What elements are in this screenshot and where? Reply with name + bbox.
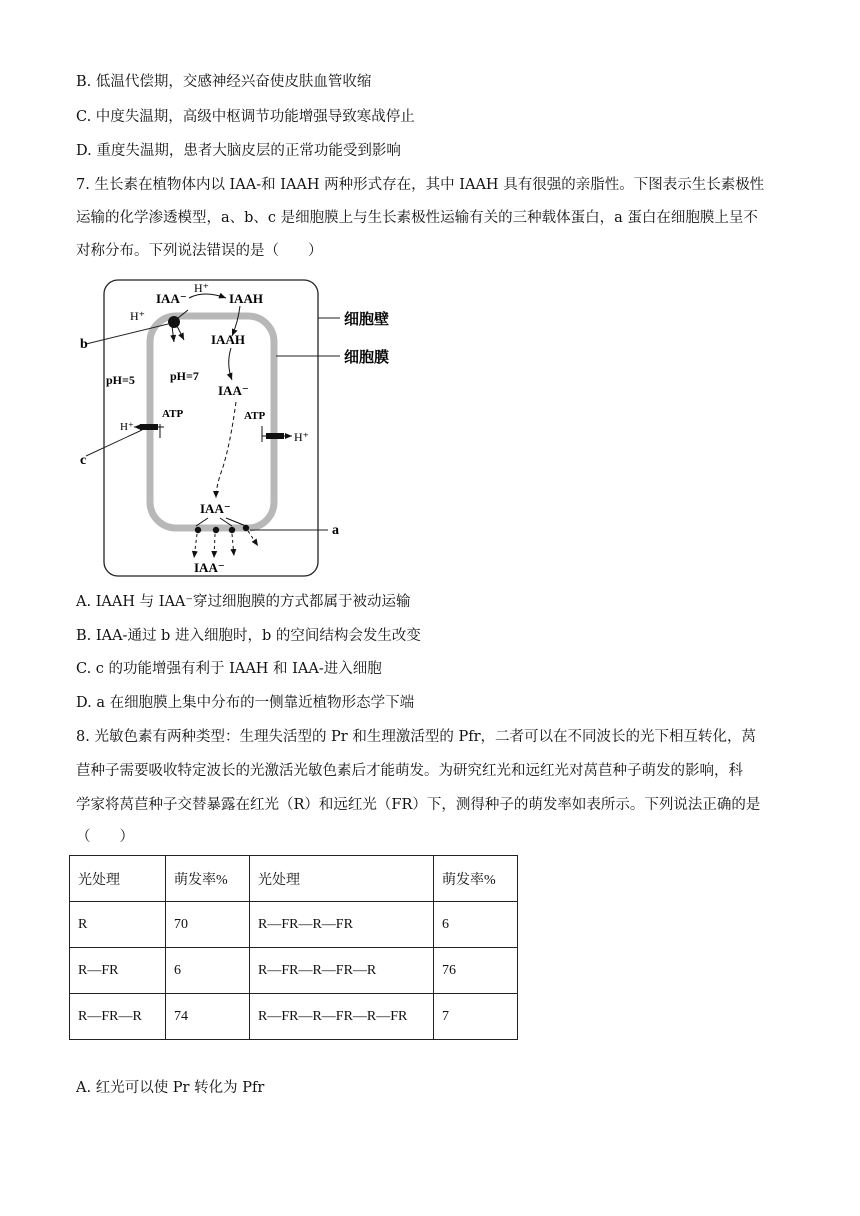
q7-stem-line-1: 7. 生长素在植物体内以 IAA-和 IAAH 两种形式存在，其中 IAAH 具有很强的亲脂性。下图表示生长素极性 <box>76 177 765 193</box>
table-cell: R—FR—R—FR—R—FR <box>250 994 434 1040</box>
q7-option-b: B. IAA-通过 b 进入细胞时，b 的空间结构会发生改变 <box>76 628 421 644</box>
carrier-a-2 <box>213 527 219 533</box>
atp-left: ATP <box>162 408 184 420</box>
carrier-a-1 <box>195 527 201 533</box>
iaah-inside: IAAH <box>211 332 245 347</box>
q8-option-a: A. 红光可以使 Pr 转化为 Pfr <box>76 1080 265 1096</box>
table-cell: R <box>70 902 166 948</box>
q8-stem-line-4: （ ） <box>76 829 134 845</box>
h-plus-c: H⁺ <box>120 421 134 433</box>
atp-right: ATP <box>244 410 266 422</box>
auxin-transport-diagram <box>76 276 416 584</box>
table-cell: R—FR—R—FR—R <box>250 948 434 994</box>
ph-inside: pH=7 <box>170 369 199 383</box>
h-plus-top: H⁺ <box>194 281 209 295</box>
label-a: a <box>332 523 339 538</box>
header-cell: 光处理 <box>70 856 166 902</box>
ph-outside: pH=5 <box>106 373 135 387</box>
iaa-minus-bottom-outside: IAA⁻ <box>194 560 225 575</box>
germination-table <box>69 855 518 1040</box>
label-c: c <box>80 453 87 468</box>
table-cell: 74 <box>166 994 250 1040</box>
table-cell: R—FR—R <box>70 994 166 1040</box>
cell-membrane <box>150 316 274 528</box>
label-cell-wall: 细胞壁 <box>344 312 390 328</box>
q7-option-d: D. a 在细胞膜上集中分布的一侧靠近植物形态学下端 <box>76 695 415 711</box>
table-row <box>70 948 518 994</box>
label-b: b <box>80 337 88 352</box>
q7-stem-line-3: 对称分布。下列说法错误的是（ ） <box>76 243 323 259</box>
table-cell: 7 <box>434 994 518 1040</box>
q6-option-d: D. 重度失温期，患者大脑皮层的正常功能受到影响 <box>76 143 401 159</box>
iaa-minus-outside-top: IAA⁻ <box>156 291 187 306</box>
q8-stem-line-2: 苣种子需要吸收特定波长的光激活光敏色素后才能萌发。为研究红光和远红光对莴苣种子萌发的影响，科 <box>76 763 743 779</box>
table-cell: 76 <box>434 948 518 994</box>
q7-option-c: C. c 的功能增强有利于 IAAH 和 IAA-进入细胞 <box>76 661 382 677</box>
q7-stem-line-2: 运输的化学渗透模型，a、b、c 是细胞膜上与生长素极性运输有关的三种载体蛋白，a 蛋白在细胞膜上呈不 <box>76 210 758 226</box>
table-cell: R—FR—R—FR <box>250 902 434 948</box>
q6-option-c: C. 中度失温期，高级中枢调节功能增强导致寒战停止 <box>76 109 415 125</box>
carrier-a-3 <box>229 527 235 533</box>
table-row <box>70 902 518 948</box>
table-cell: 6 <box>166 948 250 994</box>
header-cell: 萌发率% <box>434 856 518 902</box>
iaah-outside: IAAH <box>229 291 263 306</box>
header-cell: 萌发率% <box>166 856 250 902</box>
iaa-minus-bottom-inside: IAA⁻ <box>200 501 231 516</box>
q8-stem-line-1: 8. 光敏色素有两种类型：生理失活型的 Pr 和生理激活型的 Pfr，二者可以在不同波长的光下相互转化，莴 <box>76 729 757 745</box>
table-header-row <box>70 856 518 902</box>
table-cell: 6 <box>434 902 518 948</box>
table-cell: R—FR <box>70 948 166 994</box>
h-plus-right: H⁺ <box>294 430 309 444</box>
table-row <box>70 994 518 1040</box>
header-cell: 光处理 <box>250 856 434 902</box>
q6-option-b: B. 低温代偿期，交感神经兴奋使皮肤血管收缩 <box>76 74 372 90</box>
q8-stem-line-3: 学家将莴苣种子交替暴露在红光（R）和远红光（FR）下，测得种子的萌发率如表所示。下列说法正确的是 <box>76 797 761 813</box>
cell-wall <box>104 280 318 576</box>
table-cell: 70 <box>166 902 250 948</box>
iaa-minus-inside: IAA⁻ <box>218 383 249 398</box>
label-cell-membrane: 细胞膜 <box>344 350 390 366</box>
h-plus-b: H⁺ <box>130 309 145 323</box>
q7-option-a: A. IAAH 与 IAA⁻穿过细胞膜的方式都属于被动运输 <box>76 594 411 610</box>
